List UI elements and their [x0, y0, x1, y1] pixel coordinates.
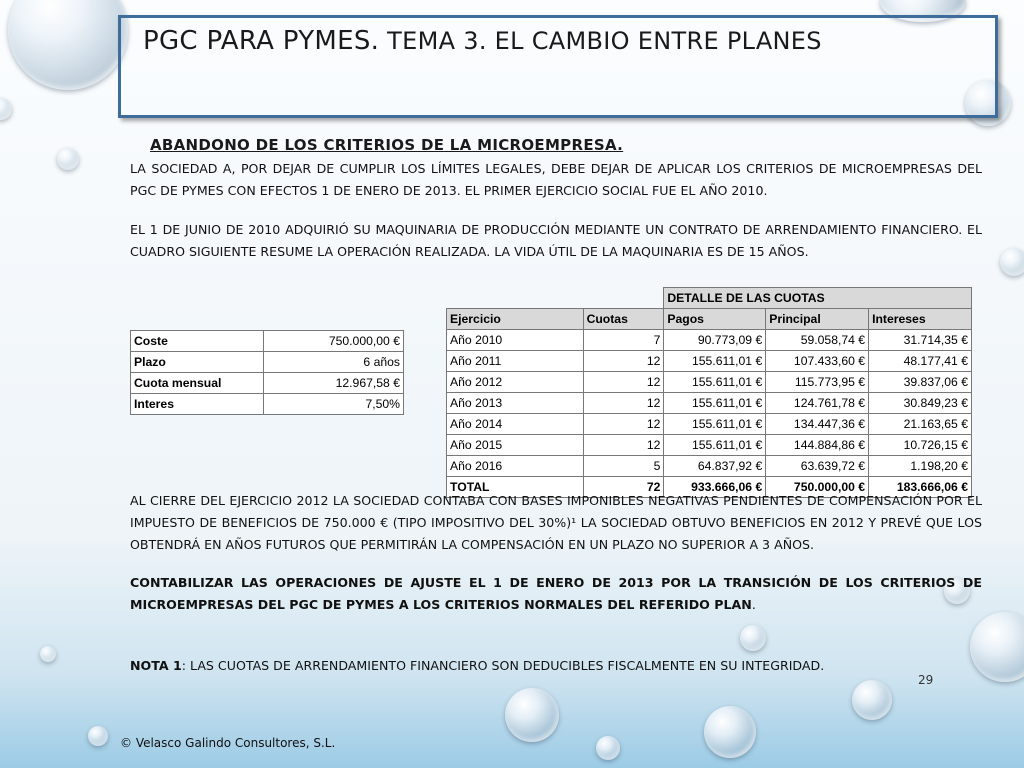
paragraph-intro: LA SOCIEDAD A, POR DEJAR DE CUMPLIR LOS LÍMITES LEGALES, DEBE DEJAR DE APLICAR LOS CRITERIOS DE MICROEMPRESAS DEL PGC DE PYMES CON EFECTOS 1 DE ENERO DE 2013. EL PRIMER EJERCICIO SOCIAL FUE EL AÑO 2010. [130, 161, 982, 198]
table-cell: 107.433,60 € [766, 351, 869, 372]
water-drop-decoration [505, 688, 559, 742]
table-cell: Coste [131, 331, 264, 352]
table-cell: Año 2013 [447, 393, 584, 414]
table-cell: TOTAL [447, 477, 584, 498]
table-cell: 5 [583, 456, 664, 477]
table-row [447, 393, 972, 414]
table-cell: 155.611,01 € [664, 414, 766, 435]
table-cell: 155.611,01 € [664, 393, 766, 414]
table-cell: 12 [583, 393, 664, 414]
table-cell: 6 años [263, 352, 403, 373]
table-row [131, 331, 404, 352]
table-row [131, 352, 404, 373]
installments-detail-table [446, 287, 972, 498]
table-cell: 12 [583, 372, 664, 393]
note-label: NOTA 1 [130, 658, 182, 673]
table-cell: 144.884,86 € [766, 435, 869, 456]
table-row [447, 351, 972, 372]
table-group-header: DETALLE DE LAS CUOTAS [664, 288, 972, 309]
paragraph-note [130, 655, 982, 677]
slide-title [143, 26, 822, 56]
paragraph-leasing: EL 1 DE JUNIO DE 2010 ADQUIRIÓ SU MAQUINARIA DE PRODUCCIÓN MEDIANTE UN CONTRATO DE ARRENDAMIENTO FINANCIERO. EL CUADRO SIGUIENTE RESUME LA OPERACIÓN REALIZADA. LA VIDA ÚTIL DE LA MAQUINARIA ES DE 15 AÑOS. [130, 222, 982, 259]
water-drop-decoration [57, 148, 79, 170]
table-cell: 59.058,74 € [766, 330, 869, 351]
table-cell: 10.726,15 € [869, 435, 972, 456]
loan-summary-table [130, 330, 404, 415]
table-cell: 30.849,23 € [869, 393, 972, 414]
column-header: Intereses [869, 309, 972, 330]
table-cell: 39.837,06 € [869, 372, 972, 393]
table-cell: 90.773,09 € [664, 330, 766, 351]
table-cell: 31.714,35 € [869, 330, 972, 351]
table-cell: 63.639,72 € [766, 456, 869, 477]
note-text: : LAS CUOTAS DE ARRENDAMIENTO FINANCIERO SON DEDUCIBLES FISCALMENTE EN SU INTEGRIDAD. [181, 658, 825, 673]
table-cell: 12 [583, 414, 664, 435]
table-cell: 134.447,36 € [766, 414, 869, 435]
water-drop-decoration [704, 706, 756, 758]
table-cell: 750.000,00 € [263, 331, 403, 352]
table-cell: Año 2015 [447, 435, 584, 456]
table-cell: 115.773,95 € [766, 372, 869, 393]
water-drop-decoration [852, 680, 892, 720]
table-row [447, 330, 972, 351]
water-drop-decoration [88, 726, 108, 746]
table-cell: 933.666,06 € [664, 477, 766, 498]
table-header-row [447, 309, 972, 330]
page-number: 29 [918, 673, 934, 687]
table-cell: 155.611,01 € [664, 351, 766, 372]
table-cell: Año 2014 [447, 414, 584, 435]
table-row [131, 373, 404, 394]
table-cell: 7,50% [263, 394, 403, 415]
slide-title-part2: TEMA 3. EL CAMBIO ENTRE PLANES [387, 27, 822, 55]
table-cell: Plazo [131, 352, 264, 373]
water-drop-decoration [740, 625, 766, 651]
table-cell: Año 2010 [447, 330, 584, 351]
table-cell: 64.837,92 € [664, 456, 766, 477]
table-cell: Año 2012 [447, 372, 584, 393]
table-cell: 72 [583, 477, 664, 498]
slide-title-part1: PGC PARA PYMES. [143, 26, 380, 56]
paragraph-tax-losses: AL CIERRE DEL EJERCICIO 2012 LA SOCIEDAD CONTABA CON BASES IMPONIBLES NEGATIVAS PENDIENTES DE COMPENSACIÓN POR EL IMPUESTO DE BENEFICIOS DE 750.000 € (TIPO IMPOSITIVO DEL 30%)¹ LA SOCIEDAD OBTUVO BENEFICIOS EN 2012 Y PREVÉ QUE LOS OBTENDRÁ EN AÑOS FUTUROS QUE PERMITIRÁN LA COMPENSACIÓN EN UN PLAZO NO SUPERIOR A 3 AÑOS. [130, 493, 982, 552]
water-drop-decoration [8, 0, 128, 90]
table-cell: 183.666,06 € [869, 477, 972, 498]
column-header: Principal [766, 309, 869, 330]
table-cell: Cuota mensual [131, 373, 264, 394]
table-cell: 124.761,78 € [766, 393, 869, 414]
section-subtitle: ABANDONO DE LOS CRITERIOS DE LA MICROEMPRESA. [150, 136, 624, 154]
table-group-header-row [447, 288, 972, 309]
table-cell: 21.163,65 € [869, 414, 972, 435]
table-cell: 48.177,41 € [869, 351, 972, 372]
table-row [131, 394, 404, 415]
table-cell: Interes [131, 394, 264, 415]
water-drop-decoration [596, 736, 620, 760]
table-cell: 155.611,01 € [664, 435, 766, 456]
table-row [447, 372, 972, 393]
water-drop-decoration [40, 646, 56, 662]
table-cell: Año 2016 [447, 456, 584, 477]
instruction-period: . [751, 597, 756, 612]
water-drop-decoration [1000, 248, 1024, 276]
column-header: Ejercicio [447, 309, 584, 330]
table-row [447, 414, 972, 435]
water-drop-decoration [0, 98, 12, 120]
table-cell: 12 [583, 351, 664, 372]
paragraph-instruction [130, 572, 982, 616]
footer-copyright: © Velasco Galindo Consultores, S.L. [120, 736, 336, 750]
table-cell: 12.967,58 € [263, 373, 403, 394]
column-header: Pagos [664, 309, 766, 330]
table-cell: 7 [583, 330, 664, 351]
table-row [447, 456, 972, 477]
instruction-text: CONTABILIZAR LAS OPERACIONES DE AJUSTE EL 1 DE ENERO DE 2013 POR LA TRANSICIÓN DE LOS CRITERIOS DE MICROEMPRESAS DEL PGC DE PYMES A LOS CRITERIOS NORMALES DEL REFERIDO PLAN [130, 575, 982, 612]
table-cell: Año 2011 [447, 351, 584, 372]
table-cell: 12 [583, 435, 664, 456]
table-cell: 155.611,01 € [664, 372, 766, 393]
table-cell: 1.198,20 € [869, 456, 972, 477]
table-row [447, 435, 972, 456]
table-cell: 750.000,00 € [766, 477, 869, 498]
column-header: Cuotas [583, 309, 664, 330]
